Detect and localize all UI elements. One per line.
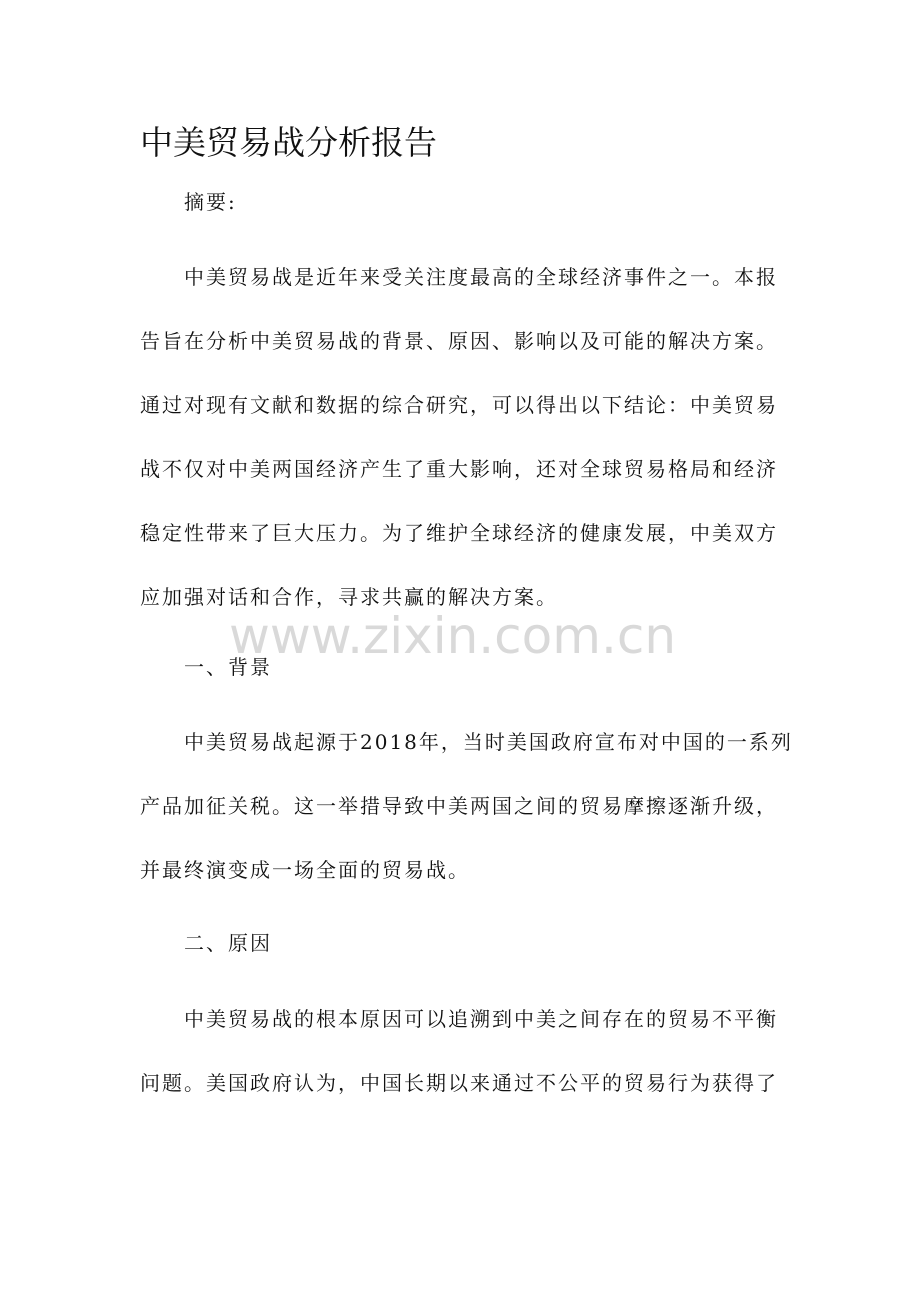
- abstract-line: 稳定性带来了巨大压力。为了维护全球经济的健康发展，中美双方: [140, 521, 778, 545]
- section-heading-causes: 二、原因: [184, 931, 272, 955]
- causes-line: 问题。美国政府认为，中国长期以来通过不公平的贸易行为获得了: [140, 1071, 778, 1095]
- section-heading-background: 一、背景: [184, 655, 272, 679]
- abstract-label: 摘要:: [184, 190, 237, 214]
- background-line: 并最终演变成一场全面的贸易战。: [140, 858, 470, 882]
- abstract-paragraph: [140, 245, 778, 629]
- abstract-line: 中美贸易战是近年来受关注度最高的全球经济事件之一。本报: [184, 265, 778, 289]
- abstract-line: 战不仅对中美两国经济产生了重大影响，还对全球贸易格局和经济: [140, 457, 778, 481]
- background-paragraph: [140, 710, 793, 902]
- abstract-line: 应加强对话和合作，寻求共赢的解决方案。: [140, 585, 558, 609]
- abstract-line: 通过对现有文献和数据的综合研究，可以得出以下结论：中美贸易: [140, 393, 778, 417]
- causes-paragraph: [140, 987, 778, 1115]
- background-line: 产品加征关税。这一举措导致中美两国之间的贸易摩擦逐渐升级，: [140, 794, 778, 818]
- background-line: 中美贸易战起源于2018年，当时美国政府宣布对中国的一系列: [184, 730, 793, 754]
- causes-line: 中美贸易战的根本原因可以追溯到中美之间存在的贸易不平衡: [184, 1007, 778, 1031]
- document-title: 中美贸易战分析报告: [140, 123, 437, 162]
- watermark: www.zixin.com.cn: [229, 607, 677, 665]
- abstract-line: 告旨在分析中美贸易战的背景、原因、影响以及可能的解决方案。: [140, 329, 778, 353]
